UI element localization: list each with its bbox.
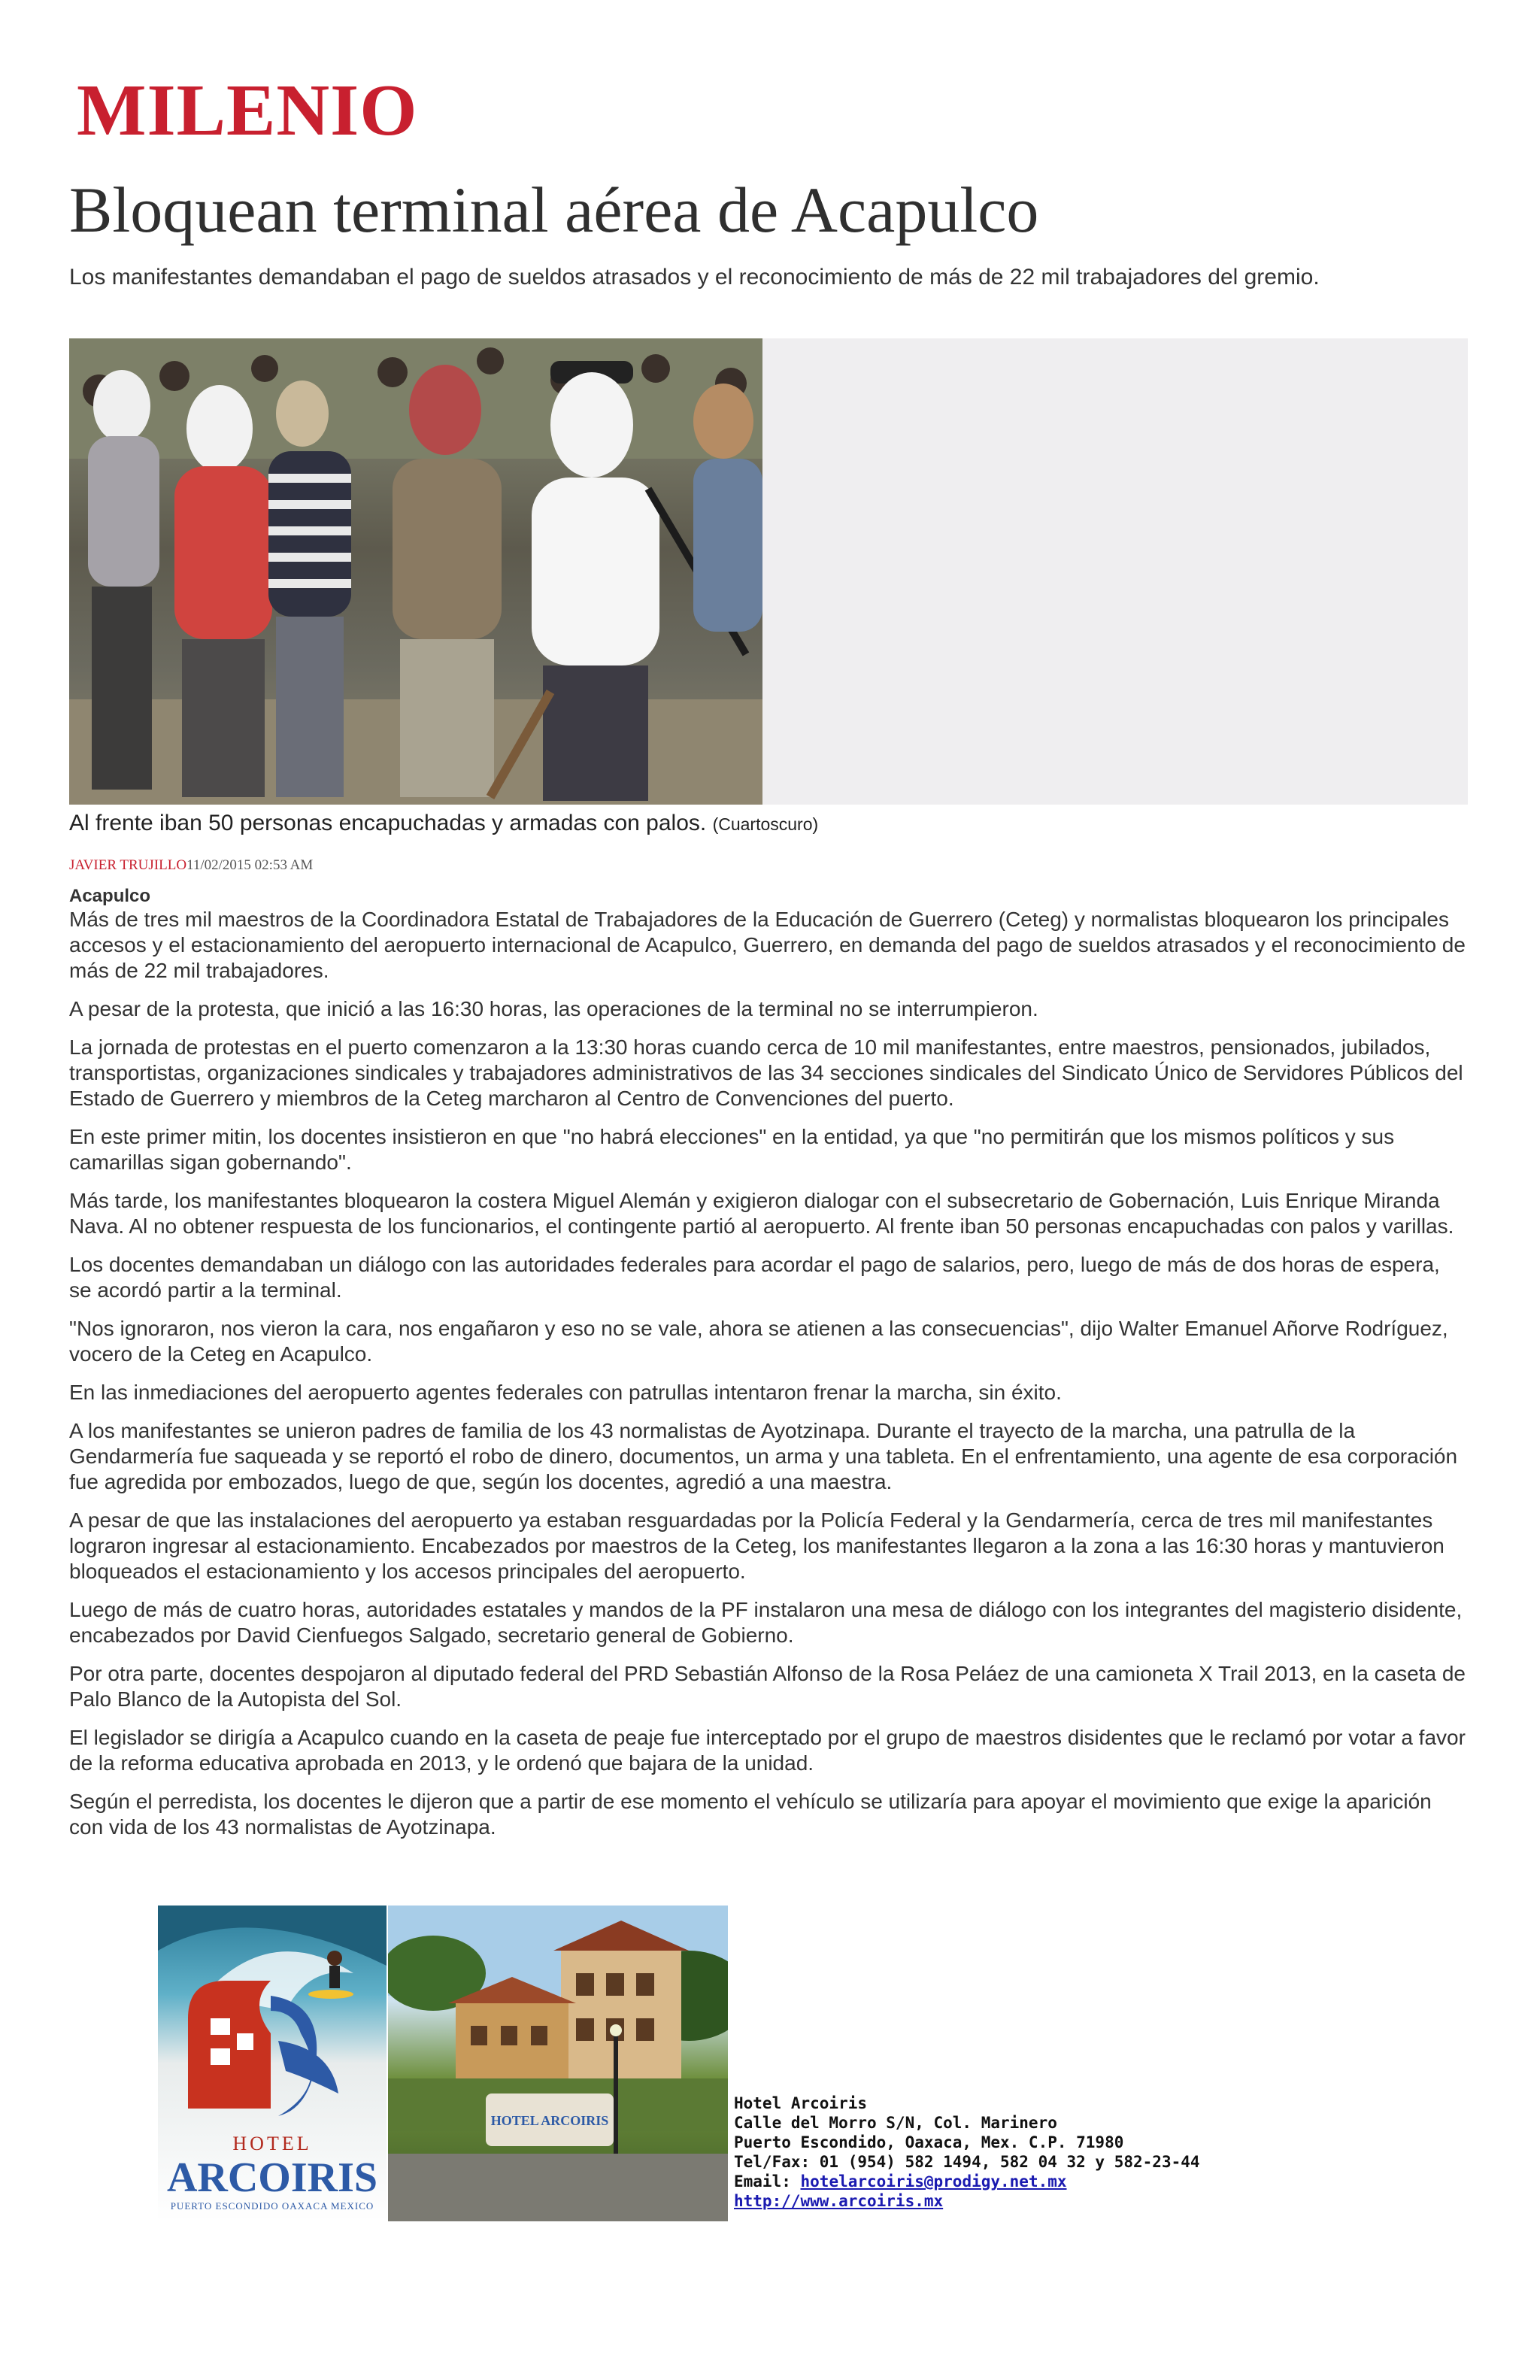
hotel-name: Hotel Arcoiris (734, 2094, 868, 2112)
website-link[interactable]: http://www.arcoiris.mx (734, 2192, 944, 2210)
protest-photo-illustration (69, 338, 762, 805)
article-body (69, 907, 1468, 1853)
author-link[interactable]: JAVIER TRUJILLO (69, 857, 187, 873)
hotel-building-photo (388, 1906, 728, 2221)
paragraph: Según el perredista, los docentes le dijeron que a partir de ese momento el vehículo se utilizaría para apoyar el movimiento que exige la aparición con vida de los 43 normalistas de Ayotzinapa. (69, 1790, 1432, 1839)
caption-text: Al frente iban 50 personas encapuchadas y armadas con palos. (69, 811, 707, 835)
photo-credit: (Cuartoscuro) (712, 814, 819, 834)
dateline: Acapulco (69, 886, 151, 906)
photo-container (69, 338, 1468, 805)
hotel-sign-text: HOTEL ARCOIRIS (490, 2113, 609, 2128)
paragraph: A los manifestantes se unieron padres de familia de los 43 normalistas de Ayotzinapa. Durante el trayecto de la marcha, una patrulla de la Gendarmería fue saqueada y se reportó el robo de dinero, documentos, un arma y una tableta. En el enfrentamiento, una agente de esa corporación fue agredida por embozados, luego de que, según los docentes, agredió a una maestra. (69, 1419, 1458, 1493)
paragraph: Más de tres mil maestros de la Coordinadora Estatal de Trabajadores de la Educación de Guerrero (Ceteg) y normalistas bloquearon los principales accesos y el estacionamiento del aeropuerto internacional de Acapulco, Guerrero, en demanda del pago de sueldos atrasados y el reconocimiento de más de 22 mil trabajadores. (69, 908, 1466, 982)
hotel-city: Puerto Escondido, Oaxaca, Mex. C.P. 71980 (734, 2133, 1124, 2151)
hotel-building-illustration (388, 1906, 728, 2221)
photo-caption (69, 811, 1122, 836)
paragraph: La jornada de protestas en el puerto comenzaron a la 13:30 horas cuando cerca de 10 mil manifestantes, entre maestros, pensionados, jubilados, transportistas, organizaciones sindicales y trabajadores administrativos de las 34 secciones sindicales del Sindicato Único de Servidores Públicos del Estado de Guerrero y miembros de la Ceteg marcharon al Centro de Convenciones del puerto. (69, 1035, 1463, 1110)
paragraph: "Nos ignoraron, nos vieron la cara, nos engañaron y eso no se vale, ahora se atienen a las consecuencias", dijo Walter Emanuel Añorve Rodríguez, vocero de la Ceteg en Acapulco. (69, 1317, 1448, 1366)
paragraph: Los docentes demandaban un diálogo con las autoridades federales para acordar el pago de salarios, pero, luego de más de dos horas de espera, se acordó partir a la terminal. (69, 1253, 1440, 1302)
paragraph: Más tarde, los manifestantes bloquearon la costera Miguel Alemán y exigieron dialogar con el subsecretario de Gobernación, Luis Enrique Miranda Nava. Al no obtener respuesta de los funcionarios, el contingente partió al aeropuerto. Al frente iban 50 personas encapuchadas con palos y varillas. (69, 1189, 1454, 1238)
milenio-logo[interactable]: MILENIO (77, 70, 418, 151)
paragraph: A pesar de que las instalaciones del aeropuerto ya estaban resguardadas por la Policía Federal y la Gendarmería, cerca de tres mil manifestantes lograron ingresar al estacionamiento. Encabezados por maestros de la Ceteg, los manifestantes llegaron a la zona a las 16:30 horas y mantuvieron bloqueados el estacionamiento y los accesos principales del aeropuerto. (69, 1508, 1445, 1583)
paragraph: Por otra parte, docentes despojaron al diputado federal del PRD Sebastián Alfonso de la Rosa Peláez de una camioneta X Trail 2013, en la caseta de Palo Blanco de la Autopista del Sol. (69, 1662, 1466, 1711)
logo-brand-text: ARCOIRIS (166, 2154, 378, 2201)
protest-photo[interactable] (69, 338, 762, 805)
email-link[interactable]: hotelarcoiris@prodigy.net.mx (800, 2172, 1067, 2191)
hotel-address: Calle del Morro S/N, Col. Marinero (734, 2114, 1057, 2132)
hotel-contact-info (734, 2093, 1305, 2211)
hotel-email-line (734, 2172, 1305, 2191)
publish-datetime: 11/02/2015 02:53 AM (186, 857, 314, 873)
paragraph: Luego de más de cuatro horas, autoridades estatales y mandos de la PF instalaron una mesa de diálogo con los integrantes del magisterio disidente, encabezados por David Cienfuegos Salgado, secretario general de Gobierno. (69, 1598, 1463, 1647)
paragraph: En este primer mitin, los docentes insistieron en que "no habrá elecciones" en la entidad, ya que "no permitirán que los mismos políticos y sus camarillas sigan gobernando". (69, 1125, 1395, 1174)
paragraph: En las inmediaciones del aeropuerto agentes federales con patrullas intentaron frenar la marcha, sin éxito. (69, 1381, 1062, 1404)
hotel-logo-panel (158, 1906, 387, 2221)
logo-place-text: PUERTO ESCONDIDO OAXACA MEXICO (170, 2200, 374, 2212)
paragraph: A pesar de la protesta, que inició a las 16:30 horas, las operaciones de la terminal no se interrumpieron. (69, 997, 1038, 1020)
logo-hotel-text: HOTEL (232, 2133, 312, 2154)
hotel-url-line (734, 2191, 1305, 2211)
email-label: Email: (734, 2172, 801, 2191)
hotel-advertisement[interactable] (158, 1906, 1316, 2236)
surfer-wave-icon (158, 1906, 387, 2131)
article-headline: Bloquean terminal aérea de Acapulco (69, 174, 1039, 246)
article-subtitle: Los manifestantes demandaban el pago de sueldos atrasados y el reconocimiento de más de 22 mil trabajadores del gremio. (69, 265, 1320, 290)
byline (69, 857, 313, 874)
paragraph: El legislador se dirigía a Acapulco cuando en la caseta de peaje fue interceptado por el grupo de maestros disidentes que le reclamó por votar a favor de la reforma educativa aprobada en 2013, y le ordenó que bajara de la unidad. (69, 1726, 1466, 1775)
hotel-phone: Tel/Fax: 01 (954) 582 1494, 582 04 32 y 582-23-44 (734, 2153, 1200, 2171)
